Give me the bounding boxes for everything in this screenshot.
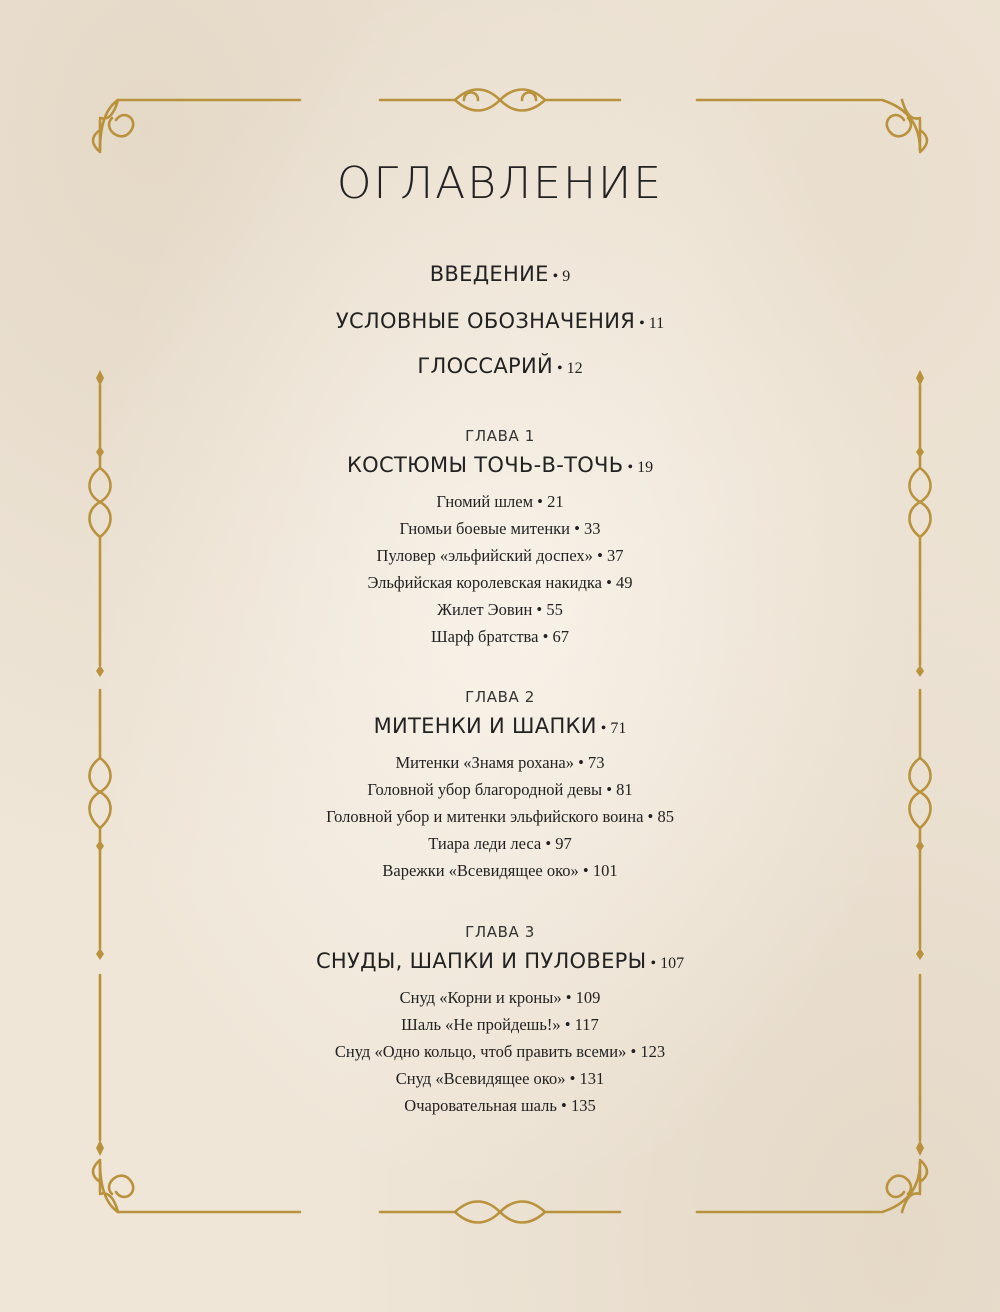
toc-entry-legend[interactable] xyxy=(0,309,1000,333)
toc-page-number: 109 xyxy=(575,988,601,1007)
toc-item[interactable] xyxy=(0,627,1000,647)
toc-page-number: 11 xyxy=(648,315,665,332)
toc-page-number: 101 xyxy=(592,861,618,880)
bullet-separator: • xyxy=(597,546,603,565)
toc-page-number: 85 xyxy=(657,807,674,826)
toc-item[interactable] xyxy=(0,753,1000,773)
bullet-separator: • xyxy=(545,834,552,853)
toc-item-label: Снуд «Одно кольцо, чтоб править всеми» xyxy=(334,1042,627,1061)
bullet-separator: • xyxy=(606,573,612,592)
toc-entry-label: УСЛОВНЫЕ ОБОЗНАЧЕНИЯ xyxy=(335,309,636,333)
toc-page-number: 71 xyxy=(610,720,627,737)
chapter-label: ГЛАВА 1 xyxy=(465,427,535,445)
toc-page-number: 131 xyxy=(579,1069,605,1088)
bullet-separator: • xyxy=(542,627,549,646)
toc-page-number: 123 xyxy=(640,1042,666,1061)
toc-item-label: Гномий шлем xyxy=(436,492,534,511)
toc-entry-glossary[interactable] xyxy=(0,354,1000,378)
toc-page-number: 97 xyxy=(555,834,572,853)
toc-item-label: Снуд «Всевидящее око» xyxy=(395,1069,566,1088)
toc-page-number: 21 xyxy=(547,492,564,511)
toc-entry-label: ВВЕДЕНИЕ xyxy=(429,262,549,286)
toc-item[interactable] xyxy=(0,1015,1000,1035)
chapter-label: ГЛАВА 2 xyxy=(465,688,535,706)
toc-item-label: Варежки «Всевидящее око» xyxy=(382,861,579,880)
bullet-separator: • xyxy=(627,459,634,476)
bullet-separator: • xyxy=(565,988,572,1007)
chapter-title: МИТЕНКИ И ШАПКИ xyxy=(373,714,597,738)
toc-item[interactable] xyxy=(0,573,1000,593)
toc-item[interactable] xyxy=(0,546,1000,566)
page-title: ОГЛАВЛЕНИЕ xyxy=(336,158,664,209)
toc-page-number: 117 xyxy=(574,1015,599,1034)
toc-item-label: Жилет Эовин xyxy=(437,600,533,619)
toc-page-number: 55 xyxy=(546,600,563,619)
toc-page-number: 135 xyxy=(570,1096,596,1115)
toc-item[interactable] xyxy=(0,1069,1000,1089)
bullet-separator: • xyxy=(639,315,645,332)
toc-item-label: Головной убор и митенки эльфийского воина xyxy=(326,807,644,826)
bullet-separator: • xyxy=(650,955,657,972)
bullet-separator: • xyxy=(582,861,589,880)
toc-chapter-title[interactable] xyxy=(0,714,1000,738)
toc-item[interactable] xyxy=(0,834,1000,854)
toc-item[interactable] xyxy=(0,1042,1000,1062)
toc-page-number: 37 xyxy=(606,546,624,565)
bullet-separator: • xyxy=(574,519,580,538)
bullet-separator: • xyxy=(600,720,607,737)
bullet-separator: • xyxy=(578,753,584,772)
toc-item-label: Эльфийская королевская накидка xyxy=(367,573,602,592)
bullet-separator: • xyxy=(557,360,563,377)
toc-chapter-title[interactable] xyxy=(0,453,1000,477)
toc-page-number: 19 xyxy=(637,459,654,476)
toc-page-number: 67 xyxy=(552,627,569,646)
bullet-separator: • xyxy=(537,492,543,511)
toc-page-number: 49 xyxy=(616,573,633,592)
toc-entry-introduction[interactable] xyxy=(0,262,1000,286)
toc-page-number: 73 xyxy=(588,753,605,772)
toc-item[interactable] xyxy=(0,492,1000,512)
toc-item[interactable] xyxy=(0,780,1000,800)
toc-entry-label: ГЛОССАРИЙ xyxy=(417,354,553,378)
chapter-label: ГЛАВА 3 xyxy=(465,923,535,941)
bullet-separator: • xyxy=(630,1042,637,1061)
toc-item-label: Тиара леди леса xyxy=(428,834,542,853)
toc-item[interactable] xyxy=(0,861,1000,881)
toc-item-label: Очаровательная шаль xyxy=(404,1096,557,1115)
toc-item-label: Митенки «Знамя рохана» xyxy=(395,753,574,772)
bullet-separator: • xyxy=(647,807,654,826)
toc-item-label: Пуловер «эльфийский доспех» xyxy=(376,546,593,565)
toc-page-number: 107 xyxy=(660,955,685,972)
toc-page-number: 33 xyxy=(584,519,601,538)
toc-item-label: Головной убор благородной девы xyxy=(367,780,603,799)
toc-page-number: 12 xyxy=(566,360,583,377)
toc-item[interactable] xyxy=(0,807,1000,827)
bullet-separator: • xyxy=(569,1069,576,1088)
toc-item-label: Гномьи боевые митенки xyxy=(399,519,571,538)
toc-page-number: 81 xyxy=(616,780,633,799)
toc-item[interactable] xyxy=(0,1096,1000,1116)
toc-chapter-title[interactable] xyxy=(0,949,1000,973)
toc-item-label: Снуд «Корни и кроны» xyxy=(399,988,562,1007)
chapter-title: СНУДЫ, ШАПКИ И ПУЛОВЕРЫ xyxy=(315,949,647,973)
bullet-separator: • xyxy=(606,780,612,799)
toc-item[interactable] xyxy=(0,988,1000,1008)
bullet-separator: • xyxy=(561,1096,567,1115)
bullet-separator: • xyxy=(564,1015,571,1034)
toc-item-label: Шаль «Не пройдешь!» xyxy=(401,1015,561,1034)
toc-page-number: 9 xyxy=(562,268,571,285)
bullet-separator: • xyxy=(552,268,559,285)
chapter-title: КОСТЮМЫ ТОЧЬ-В-ТОЧЬ xyxy=(346,453,624,477)
toc-item-label: Шарф братства xyxy=(431,627,539,646)
toc-item[interactable] xyxy=(0,519,1000,539)
toc-item[interactable] xyxy=(0,600,1000,620)
bullet-separator: • xyxy=(536,600,543,619)
